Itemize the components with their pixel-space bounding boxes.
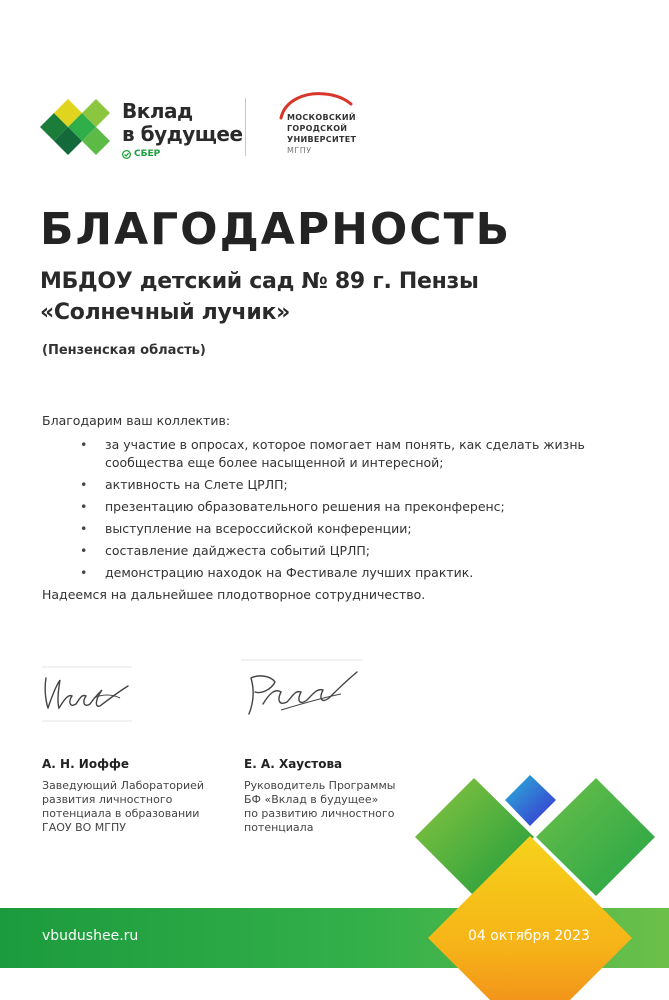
body-text <box>42 412 622 604</box>
organization-name <box>40 266 479 328</box>
region: (Пензенская область) <box>42 343 206 358</box>
logo-divider <box>245 98 246 156</box>
signature-ioffe <box>42 664 132 722</box>
mgpu-short-name: МГПУ <box>287 146 312 155</box>
signatory-role <box>42 779 232 835</box>
role-line: потенциала <box>244 821 314 834</box>
list-item: • составление дайджеста событий ЦРЛП; <box>42 542 622 560</box>
brand-line-2: в будущее <box>122 122 243 146</box>
body-intro: Благодарим ваш коллектив: <box>42 413 231 428</box>
website-link[interactable]: vbudushee.ru <box>42 928 139 944</box>
brand-line-1: Вклад <box>122 99 193 123</box>
sber-label: СБЕР <box>134 149 161 159</box>
role-line: Руководитель Программы <box>244 779 396 792</box>
document-date: 04 октября 2023 <box>468 928 590 944</box>
body-closing: Надеемся на дальнейшее плодотворное сотрудничество. <box>42 587 426 602</box>
list-item: • за участие в опросах, которое помогает нам понять, как сделать жизнь сообщества еще более насыщенной и интересной; <box>42 436 622 472</box>
list-item: • выступление на всероссийской конференции; <box>42 520 622 538</box>
mgpu-line-2: ГОРОДСКОЙ <box>287 124 348 133</box>
signatory-ioffe <box>42 757 232 835</box>
role-line: потенциала в образовании <box>42 807 200 820</box>
role-line: ГАОУ ВО МГПУ <box>42 821 126 834</box>
role-line: БФ «Вклад в будущее» <box>244 793 379 806</box>
organization-line-1: МБДОУ детский сад № 89 г. Пензы <box>40 269 479 294</box>
mgpu-logo <box>275 92 375 162</box>
role-line: по развитию личностного <box>244 807 395 820</box>
document-title: БЛАГОДАРНОСТЬ <box>40 204 512 255</box>
mgpu-line-1: МОСКОВСКИЙ <box>287 113 356 122</box>
brand-text <box>122 100 243 159</box>
vklad-logo-icon <box>40 98 112 156</box>
signatory-name: А. Н. Иоффе <box>42 757 130 771</box>
gratitude-list <box>42 436 622 582</box>
list-item: • активность на Слете ЦРЛП; <box>42 476 622 494</box>
signatory-role <box>244 779 434 835</box>
sber-mark <box>122 149 243 159</box>
signatory-name: Е. А. Хаустова <box>244 757 343 771</box>
role-line: Заведующий Лабораторией <box>42 779 205 792</box>
sber-icon <box>122 150 131 159</box>
mgpu-line-3: УНИВЕРСИТЕТ <box>287 135 357 144</box>
list-item: • презентацию образовательного решения на преконференс; <box>42 498 622 516</box>
decorative-diamonds-icon <box>410 770 669 1000</box>
signature-khaustova <box>241 658 363 720</box>
list-item: • демонстрацию находок на Фестивале лучших практик. <box>42 564 622 582</box>
role-line: развития личностного <box>42 793 173 806</box>
signatory-khaustova <box>244 757 434 835</box>
organization-line-2: «Солнечный лучик» <box>40 300 290 325</box>
